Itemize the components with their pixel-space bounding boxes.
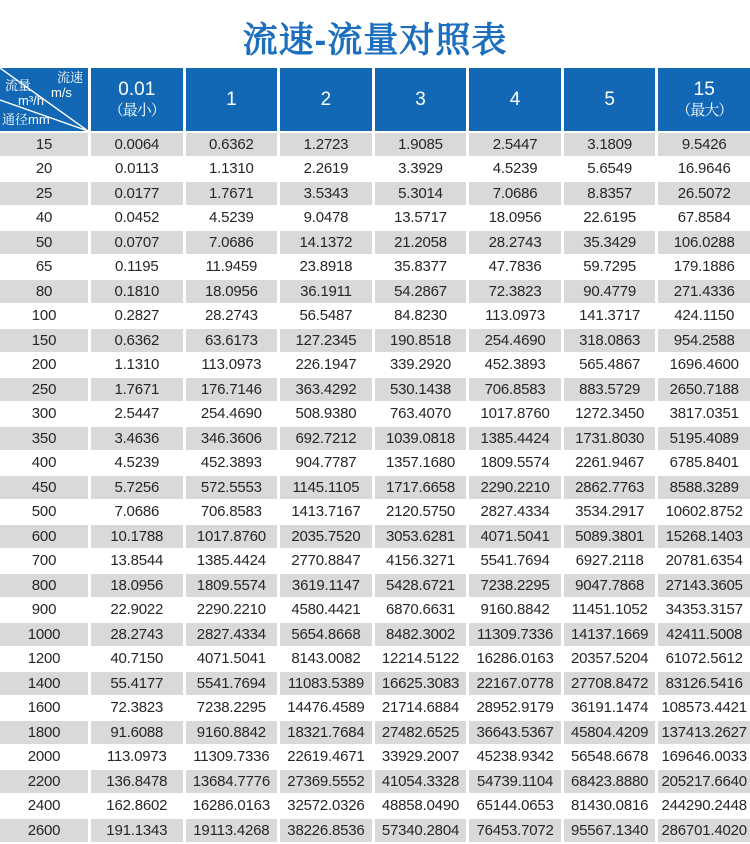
row-label: 50	[0, 231, 88, 254]
row-label: 80	[0, 280, 88, 303]
table-cell: 23.8918	[280, 256, 372, 279]
table-cell: 72.3823	[91, 697, 183, 720]
table-cell: 5541.7694	[469, 550, 561, 573]
table-cell: 706.8583	[186, 501, 278, 524]
table-cell: 1272.3450	[564, 403, 656, 426]
table-cell: 0.0707	[91, 231, 183, 254]
column-header-value: 5	[604, 88, 615, 110]
table-cell: 68423.8880	[564, 770, 656, 793]
column-header-3	[375, 68, 467, 131]
table-cell: 3053.6281	[375, 525, 467, 548]
table-cell: 4.5239	[186, 207, 278, 230]
velocity-text: 流速	[56, 70, 83, 85]
table-cell: 339.2920	[375, 354, 467, 377]
table-row-dn-1600	[0, 697, 750, 720]
table-cell: 22619.4671	[280, 746, 372, 769]
table-cell: 4156.3271	[375, 550, 467, 573]
table-cell: 6927.2118	[564, 550, 656, 573]
row-label: 2400	[0, 795, 88, 818]
table-cell: 0.6362	[186, 133, 278, 156]
table-cell: 18.0956	[91, 574, 183, 597]
table-row-dn-350	[0, 427, 750, 450]
table-cell: 5195.4089	[658, 427, 750, 450]
column-header-1	[186, 68, 278, 131]
table-cell: 36643.5367	[469, 721, 561, 744]
table-row-dn-400	[0, 452, 750, 475]
table-row-dn-900	[0, 599, 750, 622]
table-cell: 318.0863	[564, 329, 656, 352]
table-cell: 3619.1147	[280, 574, 372, 597]
table-cell: 54.2867	[375, 280, 467, 303]
table-cell: 7.0686	[186, 231, 278, 254]
table-row-dn-2600	[0, 819, 750, 842]
table-cell: 2290.2210	[186, 599, 278, 622]
table-cell: 21.2058	[375, 231, 467, 254]
table-cell: 0.1195	[91, 256, 183, 279]
table-cell: 169646.0033	[658, 746, 750, 769]
table-cell: 1145.1105	[280, 476, 372, 499]
column-header-5	[564, 68, 656, 131]
row-label: 1400	[0, 672, 88, 695]
table-cell: 2827.4334	[186, 623, 278, 646]
table-cell: 179.1886	[658, 256, 750, 279]
table-cell: 9160.8842	[469, 599, 561, 622]
table-cell: 22.6195	[564, 207, 656, 230]
table-cell: 72.3823	[469, 280, 561, 303]
row-label: 2600	[0, 819, 88, 842]
table-cell: 7238.2295	[186, 697, 278, 720]
table-cell: 35.8377	[375, 256, 467, 279]
column-header-value: 3	[415, 88, 426, 110]
row-label: 20	[0, 158, 88, 181]
row-label: 15	[0, 133, 88, 156]
table-cell: 424.1150	[658, 305, 750, 328]
table-cell: 45804.4209	[564, 721, 656, 744]
table-cell: 90.4779	[564, 280, 656, 303]
column-header-15	[658, 68, 750, 131]
table-cell: 16.9646	[658, 158, 750, 181]
table-row-dn-700	[0, 550, 750, 573]
table-cell: 4071.5041	[186, 648, 278, 671]
table-cell: 2035.7520	[280, 525, 372, 548]
table-row-dn-600	[0, 525, 750, 548]
table-cell: 5428.6721	[375, 574, 467, 597]
table-cell: 1809.5574	[186, 574, 278, 597]
table-cell: 5.7256	[91, 476, 183, 499]
row-label: 1600	[0, 697, 88, 720]
table-cell: 61072.5612	[658, 648, 750, 671]
table-cell: 84.8230	[375, 305, 467, 328]
table-cell: 0.1810	[91, 280, 183, 303]
table-cell: 2261.9467	[564, 452, 656, 475]
row-label: 700	[0, 550, 88, 573]
table-cell: 565.4867	[564, 354, 656, 377]
table-cell: 12214.5122	[375, 648, 467, 671]
table-cell: 83126.5416	[658, 672, 750, 695]
table-cell: 33929.2007	[375, 746, 467, 769]
table-cell: 27482.6525	[375, 721, 467, 744]
table-cell: 176.7146	[186, 378, 278, 401]
table-cell: 1385.4424	[186, 550, 278, 573]
table-cell: 883.5729	[564, 378, 656, 401]
table-cell: 6870.6631	[375, 599, 467, 622]
table-cell: 11.9459	[186, 256, 278, 279]
table-cell: 20357.5204	[564, 648, 656, 671]
table-cell: 2770.8847	[280, 550, 372, 573]
table-cell: 346.3606	[186, 427, 278, 450]
table-cell: 16286.0163	[469, 648, 561, 671]
table-cell: 27369.5552	[280, 770, 372, 793]
table-cell: 56.5487	[280, 305, 372, 328]
table-cell: 22167.0778	[469, 672, 561, 695]
table-row-dn-200	[0, 354, 750, 377]
table-header-row	[0, 68, 750, 131]
table-cell: 36191.1474	[564, 697, 656, 720]
table-cell: 191.1343	[91, 819, 183, 842]
table-cell: 13.5717	[375, 207, 467, 230]
page-title: 流速-流量对照表	[242, 21, 508, 60]
table-cell: 38226.8536	[280, 819, 372, 842]
table-cell: 14476.4589	[280, 697, 372, 720]
column-header-value: 4	[509, 88, 521, 110]
row-label: 100	[0, 305, 88, 328]
table-cell: 0.0064	[91, 133, 183, 156]
table-cell: 20781.6354	[658, 550, 750, 573]
table-row-dn-40	[0, 207, 750, 230]
table-cell: 1039.0818	[375, 427, 467, 450]
table-cell: 13684.7776	[186, 770, 278, 793]
column-header-4	[469, 68, 561, 131]
table-cell: 8143.0082	[280, 648, 372, 671]
table-cell: 21714.6884	[375, 697, 467, 720]
column-header-value: 2	[320, 88, 332, 110]
table-cell: 40.7150	[91, 648, 183, 671]
table-cell: 41054.3328	[375, 770, 467, 793]
row-label: 800	[0, 574, 88, 597]
table-cell: 16625.3083	[375, 672, 467, 695]
corner-flow-label	[5, 79, 44, 109]
table-cell: 8588.3289	[658, 476, 750, 499]
table-row-dn-1000	[0, 623, 750, 646]
table-cell: 113.0973	[469, 305, 561, 328]
table-cell: 3.5343	[280, 182, 372, 205]
table-cell: 18321.7684	[280, 721, 372, 744]
table-cell: 1413.7167	[280, 501, 372, 524]
table-cell: 18.0956	[186, 280, 278, 303]
table-cell: 113.0973	[91, 746, 183, 769]
table-cell: 1357.1680	[375, 452, 467, 475]
table-row-dn-25	[0, 182, 750, 205]
table-cell: 36.1911	[280, 280, 372, 303]
table-cell: 5.6549	[564, 158, 656, 181]
table-cell: 137413.2627	[658, 721, 750, 744]
table-cell: 15268.1403	[658, 525, 750, 548]
table-cell: 1717.6658	[375, 476, 467, 499]
table-row-dn-15	[0, 133, 750, 156]
table-cell: 205217.6640	[658, 770, 750, 793]
column-header-value: 0.01	[118, 79, 156, 101]
table-cell: 9160.8842	[186, 721, 278, 744]
column-header-note: （最小）	[108, 102, 165, 119]
table-cell: 1696.4600	[658, 354, 750, 377]
table-cell: 954.2588	[658, 329, 750, 352]
table-cell: 286701.4020	[658, 819, 750, 842]
table-cell: 47.7836	[469, 256, 561, 279]
table-row-dn-65	[0, 256, 750, 279]
table-row-dn-1800	[0, 721, 750, 744]
table-cell: 13.8544	[91, 550, 183, 573]
row-label: 500	[0, 501, 88, 524]
table-cell: 3.1809	[564, 133, 656, 156]
velocity-unit: m/s	[50, 84, 72, 100]
table-cell: 4580.4421	[280, 599, 372, 622]
flow-unit: m³/h	[18, 92, 44, 108]
table-cell: 904.7787	[280, 452, 372, 475]
row-label: 900	[0, 599, 88, 622]
table-cell: 4.5239	[469, 158, 561, 181]
table-cell: 3.3929	[375, 158, 467, 181]
table-cell: 1.9085	[375, 133, 467, 156]
table-cell: 11309.7336	[186, 746, 278, 769]
row-label: 400	[0, 452, 88, 475]
table-cell: 2827.4334	[469, 501, 561, 524]
table-cell: 7.0686	[469, 182, 561, 205]
table-cell: 5541.7694	[186, 672, 278, 695]
row-label: 350	[0, 427, 88, 450]
table-cell: 1.7671	[91, 378, 183, 401]
table-cell: 8482.3002	[375, 623, 467, 646]
table-cell: 95567.1340	[564, 819, 656, 842]
row-label: 2200	[0, 770, 88, 793]
table-cell: 76453.7072	[469, 819, 561, 842]
table-cell: 1017.8760	[186, 525, 278, 548]
table-cell: 162.8602	[91, 795, 183, 818]
table-cell: 57340.2804	[375, 819, 467, 842]
row-label: 300	[0, 403, 88, 426]
table-cell: 452.3893	[469, 354, 561, 377]
table-cell: 9.5426	[658, 133, 750, 156]
table-cell: 706.8583	[469, 378, 561, 401]
table-cell: 271.4336	[658, 280, 750, 303]
table-cell: 0.0113	[91, 158, 183, 181]
table-cell: 27708.8472	[564, 672, 656, 695]
table-cell: 42411.5008	[658, 623, 750, 646]
table-cell: 0.2827	[91, 305, 183, 328]
table-cell: 6785.8401	[658, 452, 750, 475]
table-cell: 16286.0163	[186, 795, 278, 818]
row-label: 40	[0, 207, 88, 230]
table-cell: 2120.5750	[375, 501, 467, 524]
table-cell: 1.2723	[280, 133, 372, 156]
table-cell: 763.4070	[375, 403, 467, 426]
table-cell: 692.7212	[280, 427, 372, 450]
table-cell: 7.0686	[91, 501, 183, 524]
table-cell: 2.5447	[469, 133, 561, 156]
table-cell: 10602.8752	[658, 501, 750, 524]
column-header-value: 1	[226, 88, 237, 110]
table-cell: 59.7295	[564, 256, 656, 279]
table-cell: 1731.8030	[564, 427, 656, 450]
row-label: 450	[0, 476, 88, 499]
table-cell: 572.5553	[186, 476, 278, 499]
table-cell: 0.0177	[91, 182, 183, 205]
table-cell: 226.1947	[280, 354, 372, 377]
table-cell: 28952.9179	[469, 697, 561, 720]
column-header-note: （最大）	[676, 102, 733, 119]
row-label: 2000	[0, 746, 88, 769]
flow-rate-table	[0, 68, 750, 842]
table-cell: 8.8357	[564, 182, 656, 205]
table-cell: 63.6173	[186, 329, 278, 352]
table-row-dn-250	[0, 378, 750, 401]
table-cell: 11451.1052	[564, 599, 656, 622]
table-cell: 452.3893	[186, 452, 278, 475]
table-cell: 35.3429	[564, 231, 656, 254]
table-cell: 4.5239	[91, 452, 183, 475]
table-row-dn-300	[0, 403, 750, 426]
table-cell: 1385.4424	[469, 427, 561, 450]
table-cell: 14.1372	[280, 231, 372, 254]
table-cell: 5089.3801	[564, 525, 656, 548]
table-row-dn-2000	[0, 746, 750, 769]
table-cell: 56548.6678	[564, 746, 656, 769]
row-label: 1200	[0, 648, 88, 671]
table-cell: 26.5072	[658, 182, 750, 205]
table-cell: 2650.7188	[658, 378, 750, 401]
table-cell: 4071.5041	[469, 525, 561, 548]
table-cell: 65144.0653	[469, 795, 561, 818]
table-cell: 141.3717	[564, 305, 656, 328]
table-cell: 127.2345	[280, 329, 372, 352]
table-cell: 1.1310	[186, 158, 278, 181]
table-row-dn-2200	[0, 770, 750, 793]
table-cell: 54739.1104	[469, 770, 561, 793]
table-row-dn-100	[0, 305, 750, 328]
table-cell: 190.8518	[375, 329, 467, 352]
table-cell: 2290.2210	[469, 476, 561, 499]
table-cell: 81430.0816	[564, 795, 656, 818]
table-cell: 2862.7763	[564, 476, 656, 499]
row-label: 200	[0, 354, 88, 377]
table-row-dn-800	[0, 574, 750, 597]
table-cell: 113.0973	[186, 354, 278, 377]
row-label: 600	[0, 525, 88, 548]
table-cell: 1017.8760	[469, 403, 561, 426]
table-cell: 14137.1669	[564, 623, 656, 646]
table-cell: 9047.7868	[564, 574, 656, 597]
row-label: 1800	[0, 721, 88, 744]
table-cell: 5654.8668	[280, 623, 372, 646]
table-cell: 11083.5389	[280, 672, 372, 695]
table-cell: 0.6362	[91, 329, 183, 352]
table-cell: 45238.9342	[469, 746, 561, 769]
table-cell: 254.4690	[186, 403, 278, 426]
table-cell: 9.0478	[280, 207, 372, 230]
table-cell: 3817.0351	[658, 403, 750, 426]
table-cell: 254.4690	[469, 329, 561, 352]
table-cell: 28.2743	[469, 231, 561, 254]
table-row-dn-2400	[0, 795, 750, 818]
table-cell: 244290.2448	[658, 795, 750, 818]
table-cell: 2.5447	[91, 403, 183, 426]
flow-text: 流量	[5, 78, 32, 93]
table-row-dn-1200	[0, 648, 750, 671]
row-label: 150	[0, 329, 88, 352]
table-row-dn-500	[0, 501, 750, 524]
table-cell: 530.1438	[375, 378, 467, 401]
table-cell: 32572.0326	[280, 795, 372, 818]
table-cell: 91.6088	[91, 721, 183, 744]
table-cell: 3534.2917	[564, 501, 656, 524]
row-label: 1000	[0, 623, 88, 646]
column-header-0.01	[91, 68, 183, 131]
corner-velocity-label	[50, 70, 83, 101]
column-header-value: 15	[693, 79, 715, 101]
table-cell: 136.8478	[91, 770, 183, 793]
table-cell: 0.0452	[91, 207, 183, 230]
table-cell: 106.0288	[658, 231, 750, 254]
table-cell: 11309.7336	[469, 623, 561, 646]
table-cell: 5.3014	[375, 182, 467, 205]
table-cell: 34353.3157	[658, 599, 750, 622]
table-row-dn-450	[0, 476, 750, 499]
table-cell: 19113.4268	[186, 819, 278, 842]
table-cell: 1.1310	[91, 354, 183, 377]
table-cell: 3.4636	[91, 427, 183, 450]
table-cell: 48858.0490	[375, 795, 467, 818]
table-row-dn-1400	[0, 672, 750, 695]
table-cell: 55.4177	[91, 672, 183, 695]
table-cell: 1.7671	[186, 182, 278, 205]
table-cell: 10.1788	[91, 525, 183, 548]
row-label: 25	[0, 182, 88, 205]
column-header-2	[280, 68, 372, 131]
table-cell: 27143.3605	[658, 574, 750, 597]
table-cell: 1809.5574	[469, 452, 561, 475]
table-row-dn-50	[0, 231, 750, 254]
table-body	[0, 133, 750, 842]
table-cell: 22.9022	[91, 599, 183, 622]
table-cell: 108573.4421	[658, 697, 750, 720]
table-cell: 18.0956	[469, 207, 561, 230]
table-row-dn-80	[0, 280, 750, 303]
table-cell: 28.2743	[186, 305, 278, 328]
table-cell: 363.4292	[280, 378, 372, 401]
table-cell: 28.2743	[91, 623, 183, 646]
table-cell: 2.2619	[280, 158, 372, 181]
row-label: 250	[0, 378, 88, 401]
table-cell: 508.9380	[280, 403, 372, 426]
corner-diameter-label: 通径mm	[2, 112, 50, 128]
table-row-dn-150	[0, 329, 750, 352]
corner-header-cell	[0, 68, 88, 131]
row-label: 65	[0, 256, 88, 279]
table-cell: 67.8584	[658, 207, 750, 230]
table-row-dn-20	[0, 158, 750, 181]
table-cell: 7238.2295	[469, 574, 561, 597]
